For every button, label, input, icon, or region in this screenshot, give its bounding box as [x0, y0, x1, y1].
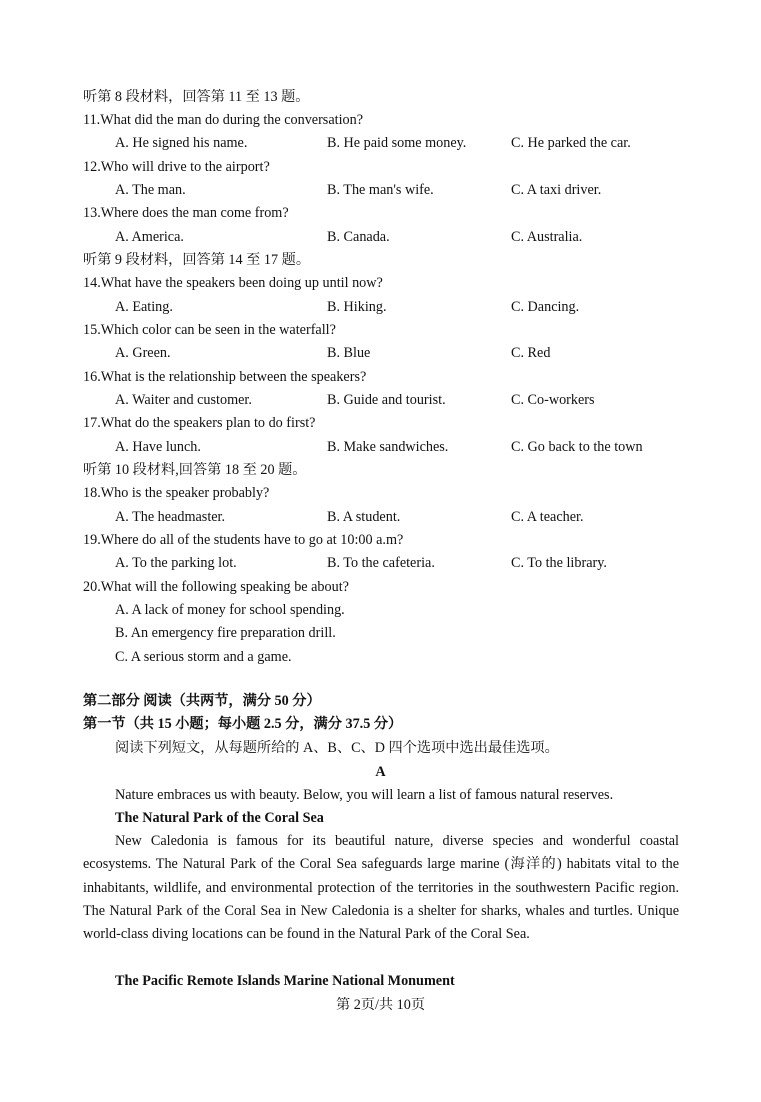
question-12: 12.Who will drive to the airport?: [83, 159, 270, 175]
q13-option-b: B. Canada.: [327, 229, 390, 245]
q14-option-b: B. Hiking.: [327, 299, 387, 315]
q19-option-c: C. To the library.: [511, 555, 607, 571]
heading-pacific-remote-islands: The Pacific Remote Islands Marine National Monument: [115, 973, 455, 989]
section10-header: 听第 10 段材料,回答第 18 至 20 题。: [83, 462, 307, 478]
q18-option-c: C. A teacher.: [511, 509, 584, 525]
part2-title: 第二部分 阅读（共两节，满分 50 分）: [83, 693, 321, 709]
q14-option-a: A. Eating.: [115, 299, 173, 315]
q12-option-b: B. The man's wife.: [327, 182, 434, 198]
q17-option-c: C. Go back to the town: [511, 439, 643, 455]
q20-option-c: C. A serious storm and a game.: [115, 649, 292, 665]
section1-title: 第一节（共 15 小题；每小题 2.5 分，满分 37.5 分）: [83, 716, 403, 732]
q15-option-c: C. Red: [511, 345, 551, 361]
q20-option-b: B. An emergency fire preparation drill.: [115, 625, 336, 641]
section8-header: 听第 8 段材料，回答第 11 至 13 题。: [83, 89, 310, 105]
q19-option-a: A. To the parking lot.: [115, 555, 237, 571]
q17-option-a: A. Have lunch.: [115, 439, 201, 455]
question-13: 13.Where does the man come from?: [83, 205, 289, 221]
q14-option-c: C. Dancing.: [511, 299, 580, 315]
q12-option-c: C. A taxi driver.: [511, 182, 602, 198]
q11-option-a: A. He signed his name.: [115, 135, 248, 151]
q20-option-a: A. A lack of money for school spending.: [115, 602, 345, 618]
q15-option-a: A. Green.: [115, 345, 171, 361]
question-11: 11.What did the man do during the conversation?: [83, 112, 363, 128]
q16-option-b: B. Guide and tourist.: [327, 392, 446, 408]
question-18: 18.Who is the speaker probably?: [83, 485, 270, 501]
q15-option-b: B. Blue: [327, 345, 371, 361]
question-17: 17.What do the speakers plan to do first?: [83, 415, 316, 431]
page-footer: 第 2页/共 10页: [335, 997, 426, 1013]
q11-option-b: B. He paid some money.: [327, 135, 467, 151]
question-16: 16.What is the relationship between the speakers?: [83, 369, 367, 385]
q13-option-c: C. Australia.: [511, 229, 583, 245]
q18-option-b: B. A student.: [327, 509, 401, 525]
section9-header: 听第 9 段材料，回答第 14 至 17 题。: [83, 252, 311, 268]
question-14: 14.What have the speakers been doing up until now?: [83, 275, 383, 291]
heading-coral-sea: The Natural Park of the Coral Sea: [115, 810, 324, 826]
q19-option-b: B. To the cafeteria.: [327, 555, 435, 571]
question-20: 20.What will the following speaking be about?: [83, 579, 349, 595]
q11-option-c: C. He parked the car.: [511, 135, 631, 151]
passage-intro: Nature embraces us with beauty. Below, you will learn a list of famous natural reserves.: [115, 787, 614, 803]
passage-label: A: [375, 764, 386, 780]
q16-option-a: A. Waiter and customer.: [115, 392, 252, 408]
question-19: 19.Where do all of the students have to go at 10:00 a.m?: [83, 532, 404, 548]
q16-option-c: C. Co-workers: [511, 392, 595, 408]
question-15: 15.Which color can be seen in the waterfall?: [83, 322, 336, 338]
q12-option-a: A. The man.: [115, 182, 186, 198]
q17-option-b: B. Make sandwiches.: [327, 439, 449, 455]
q18-option-a: A. The headmaster.: [115, 509, 226, 525]
q13-option-a: A. America.: [115, 229, 184, 245]
paragraph-coral-sea: New Caledonia is famous for its beautiful nature, diverse species and wonderful coastal ecosystems. The Natural Park of the Coral Sea safeguards large marine (海洋的) habitats vital to the inhabitants, wildlife, and environmental protection of the territories in the southwestern Pacific region. The Natural Park of the Coral Sea in New Caledonia is a shelter for sharks, whales and turtles. Unique world-class diving locations can be found in the Natural Park of the Coral Sea.: [83, 833, 679, 943]
reading-instructions: 阅读下列短文，从每题所给的 A、B、C、D 四个选项中选出最佳选项。: [115, 740, 559, 756]
